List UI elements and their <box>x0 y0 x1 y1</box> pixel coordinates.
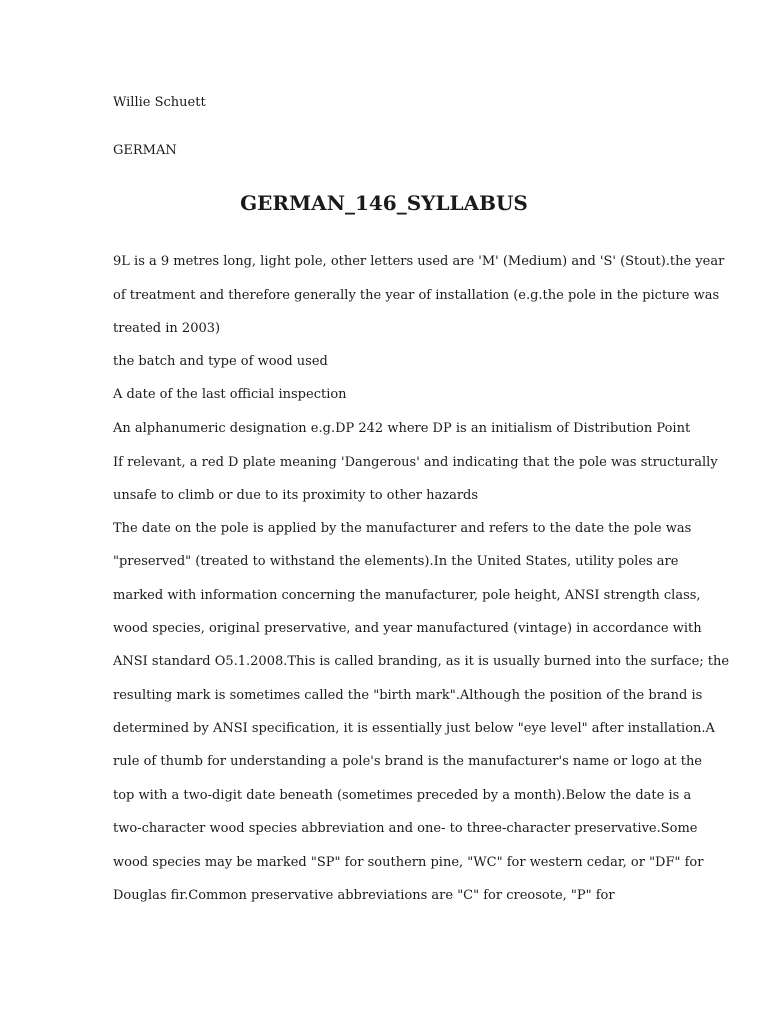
body-line: marked with information concerning the manufacturer, pole height, ANSI strength class, <box>113 588 701 603</box>
body-line: wood species may be marked "SP" for southern pine, "WC" for western cedar, or "DF" for <box>113 855 704 870</box>
body-line: two-character wood species abbreviation and one- to three-character preservative.Some <box>113 821 698 836</box>
subject-label: GERMAN <box>113 143 177 158</box>
body-line: wood species, original preservative, and year manufactured (vintage) in accordance with <box>113 621 702 636</box>
body-line: The date on the pole is applied by the manufacturer and refers to the date the pole was <box>113 521 692 536</box>
body-line: 9L is a 9 metres long, light pole, other letters used are 'M' (Medium) and 'S' (Stout).the year <box>113 254 725 269</box>
document-title: GERMAN_146_SYLLABUS <box>240 191 528 215</box>
body-line: determined by ANSI specification, it is essentially just below "eye level" after installation.A <box>113 721 715 736</box>
body-line: unsafe to climb or due to its proximity to other hazards <box>113 488 479 503</box>
body-line: ANSI standard O5.1.2008.This is called branding, as it is usually burned into the surface; the <box>113 654 730 669</box>
body-line: top with a two-digit date beneath (sometimes preceded by a month).Below the date is a <box>113 788 692 803</box>
body-line: the batch and type of wood used <box>113 354 328 369</box>
author-name: Willie Schuett <box>113 95 206 110</box>
body-line: treated in 2003) <box>113 321 221 336</box>
body-line: "preserved" (treated to withstand the elements).In the United States, utility poles are <box>113 554 679 569</box>
body-line: Douglas fir.Common preservative abbreviations are "C" for creosote, "P" for <box>113 888 615 903</box>
body-line: An alphanumeric designation e.g.DP 242 where DP is an initialism of Distribution Point <box>113 421 691 436</box>
body-line: A date of the last official inspection <box>113 387 347 402</box>
body-line: of treatment and therefore generally the year of installation (e.g.the pole in the picture was <box>113 288 720 303</box>
body-line: If relevant, a red D plate meaning 'Dangerous' and indicating that the pole was structurally <box>113 455 718 470</box>
body-line: rule of thumb for understanding a pole's brand is the manufacturer's name or logo at the <box>113 754 703 769</box>
body-line: resulting mark is sometimes called the "birth mark".Although the position of the brand is <box>113 688 703 703</box>
